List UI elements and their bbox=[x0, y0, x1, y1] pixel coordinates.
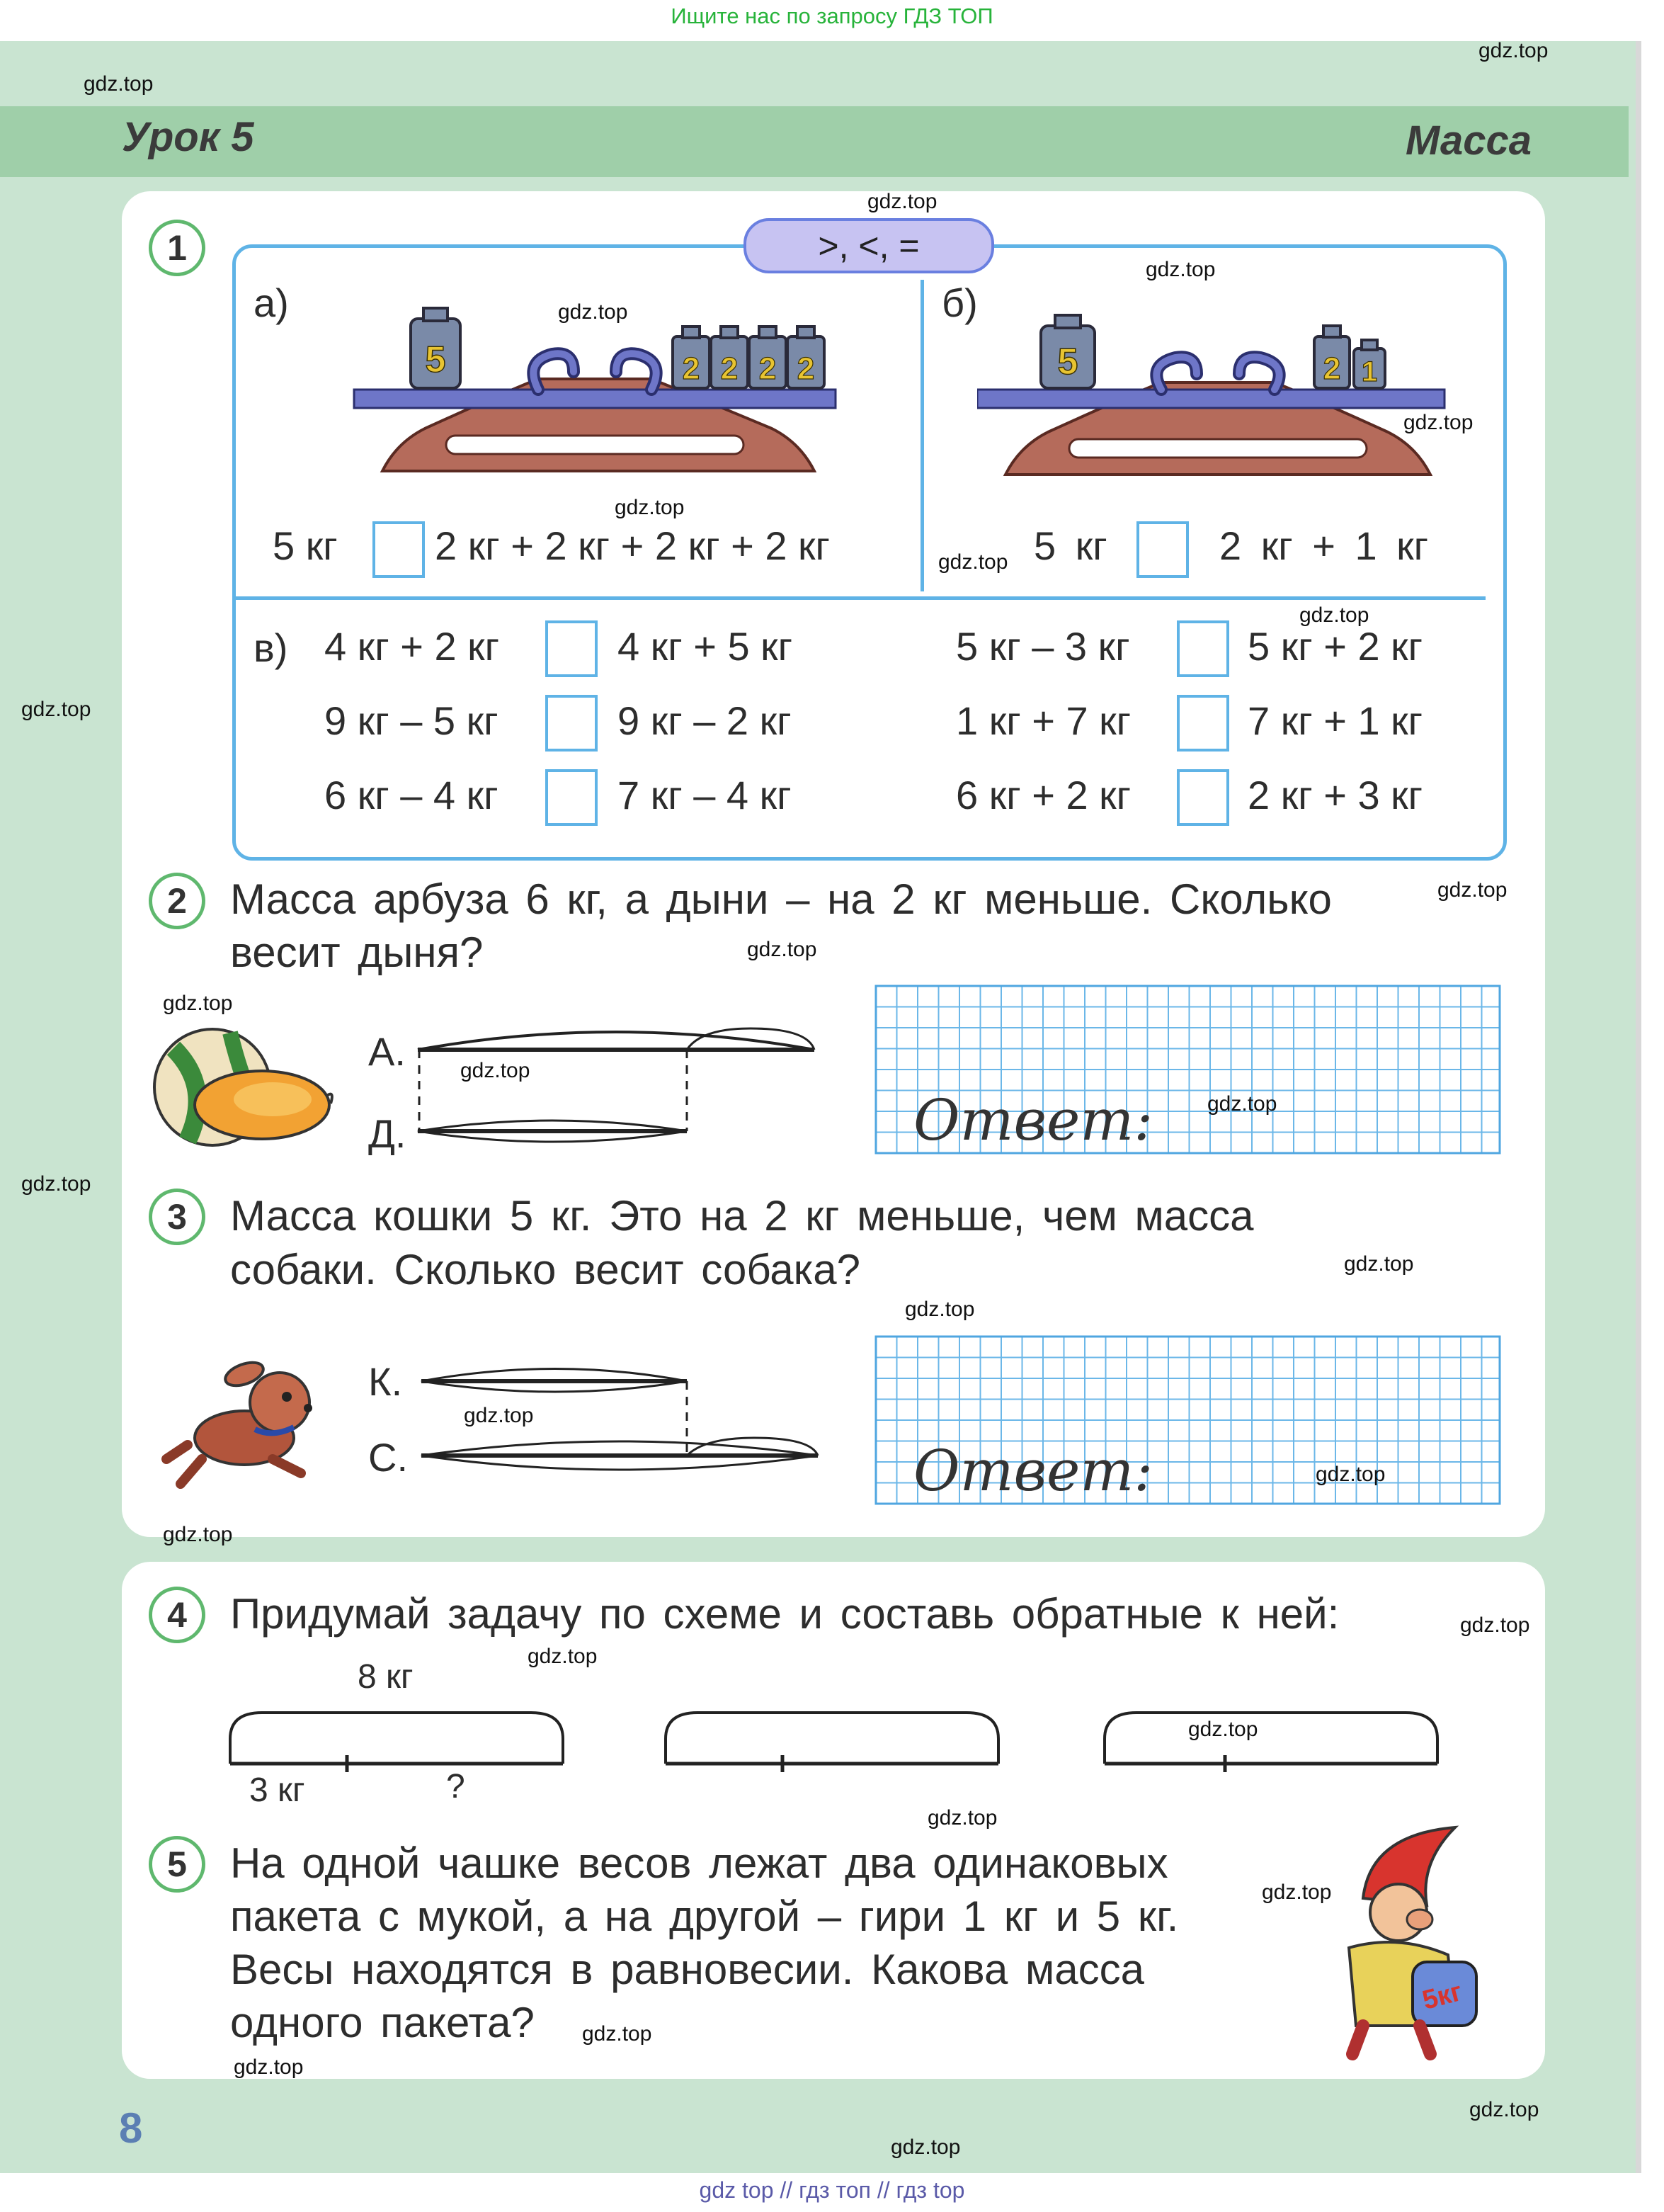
svg-text:2: 2 bbox=[758, 351, 777, 386]
footer-links[interactable]: gdz top // гдз топ // гдз top bbox=[699, 2177, 965, 2203]
comparison-signs-badge: >, <, = bbox=[743, 218, 994, 273]
watermark: gdz.top bbox=[464, 1404, 534, 1427]
svg-text:2: 2 bbox=[720, 351, 739, 386]
task-5-number: 5 bbox=[149, 1836, 205, 1893]
task-1-vertical-divider bbox=[921, 280, 924, 591]
gnome-weight-label: 5кг bbox=[1419, 1976, 1466, 2016]
v-row2-right-b: 7 кг + 1 кг bbox=[1248, 698, 1423, 743]
watermark: gdz.top bbox=[1207, 1092, 1277, 1116]
weight-a-left: 5 bbox=[425, 339, 446, 380]
gnome-with-weight-illustration bbox=[1313, 1820, 1505, 2061]
watermark: gdz.top bbox=[1437, 878, 1508, 902]
weights-a-right bbox=[673, 327, 824, 388]
watermark: gdz.top bbox=[615, 496, 685, 519]
v-row2-left-a: 9 кг – 5 кг bbox=[324, 698, 498, 743]
watermark: gdz.top bbox=[1146, 258, 1216, 281]
task-3-text-line2: собаки. Сколько весит собака? bbox=[230, 1246, 860, 1293]
task-5-line1: На одной чашке весов лежат два одинаковых bbox=[230, 1839, 1168, 1887]
v-row2-box-a[interactable] bbox=[545, 695, 598, 751]
watermark: gdz.top bbox=[1188, 1718, 1258, 1741]
watermark: gdz.top bbox=[460, 1059, 530, 1082]
balance-scale-b bbox=[977, 312, 1459, 489]
v-row2-right-a: 9 кг – 2 кг bbox=[617, 698, 792, 743]
watermark: gdz.top bbox=[1469, 2098, 1539, 2121]
watermark: gdz.top bbox=[1460, 1613, 1530, 1637]
v-row2-left-b: 1 кг + 7 кг bbox=[956, 698, 1132, 743]
melon-watermelon-illustration bbox=[145, 1020, 336, 1147]
task-4-part-1-label: 3 кг bbox=[249, 1771, 305, 1809]
task-4-scheme-3 bbox=[1101, 1700, 1441, 1778]
weight-b-right-2: 1 bbox=[1361, 356, 1378, 387]
watermark: gdz.top bbox=[582, 2022, 652, 2046]
part-a-left-expr: 5 кг bbox=[273, 523, 338, 568]
watermark: gdz.top bbox=[1403, 411, 1474, 434]
task-3-answer-label: Ответ: bbox=[913, 1438, 1153, 1504]
part-v-label: в) bbox=[253, 625, 288, 670]
part-b-left-expr: 5 кг bbox=[1034, 523, 1107, 568]
v-row3-box-a[interactable] bbox=[545, 769, 598, 826]
task-4-part-2-label: ? bbox=[446, 1768, 465, 1805]
v-row1-right-b: 5 кг + 2 кг bbox=[1248, 624, 1423, 669]
task-4-total-label: 8 кг bbox=[358, 1658, 414, 1696]
watermark: gdz.top bbox=[234, 2055, 304, 2079]
topic-title: Масса bbox=[1406, 118, 1532, 164]
watermark: gdz.top bbox=[928, 1806, 998, 1830]
watermark: gdz.top bbox=[747, 938, 817, 961]
watermark: gdz.top bbox=[528, 1645, 598, 1668]
task-2-segment-diagram bbox=[411, 1014, 821, 1156]
task-5-line4: одного пакета? bbox=[230, 1999, 535, 2046]
page-number: 8 bbox=[119, 2104, 143, 2152]
v-row3-right-b: 2 кг + 3 кг bbox=[1248, 773, 1423, 817]
task-3-label-k: К. bbox=[368, 1359, 403, 1404]
task-2-label-a: А. bbox=[368, 1029, 406, 1074]
v-row3-box-b[interactable] bbox=[1177, 769, 1229, 826]
task-4-number: 4 bbox=[149, 1587, 205, 1643]
watermark: gdz.top bbox=[867, 190, 938, 213]
task-5-line2: пакета с мукой, а на другой – гири 1 кг и 5 кг. bbox=[230, 1893, 1179, 1940]
watermark: gdz.top bbox=[21, 698, 91, 721]
watermark: gdz.top bbox=[163, 1523, 233, 1546]
v-row3-left-b: 6 кг + 2 кг bbox=[956, 773, 1132, 817]
task-3-label-s: С. bbox=[368, 1435, 408, 1480]
task-3-text-line1: Масса кошки 5 кг. Это на 2 кг меньше, чем масса bbox=[230, 1192, 1254, 1240]
watermark: gdz.top bbox=[1262, 1881, 1332, 1904]
watermark: gdz.top bbox=[1316, 1463, 1386, 1486]
watermark: gdz.top bbox=[1344, 1252, 1414, 1276]
part-a-label: а) bbox=[253, 280, 289, 325]
weight-b-right-1: 2 bbox=[1323, 351, 1341, 386]
task-4-scheme-1 bbox=[227, 1700, 566, 1778]
part-b-answer-box[interactable] bbox=[1136, 521, 1189, 578]
watermark: gdz.top bbox=[21, 1172, 91, 1196]
weight-b-left: 5 bbox=[1057, 341, 1078, 382]
task-5-line3: Весы находятся в равновесии. Какова масса bbox=[230, 1946, 1144, 1993]
watermark: gdz.top bbox=[1478, 39, 1549, 62]
part-a-answer-box[interactable] bbox=[372, 521, 425, 578]
v-row3-right-a: 7 кг – 4 кг bbox=[617, 773, 792, 817]
watermark: gdz.top bbox=[163, 992, 233, 1015]
svg-text:2: 2 bbox=[682, 351, 700, 386]
part-a-right-expr: 2 кг + 2 кг + 2 кг + 2 кг bbox=[435, 523, 830, 568]
watermark: gdz.top bbox=[938, 550, 1008, 574]
task-2-label-d: Д. bbox=[368, 1111, 406, 1156]
task-4-text: Придумай задачу по схеме и составь обратные к ней: bbox=[230, 1590, 1340, 1638]
task-1-horizontal-divider bbox=[236, 596, 1486, 600]
dog-illustration bbox=[159, 1339, 336, 1494]
v-row1-right-a: 4 кг + 5 кг bbox=[617, 624, 793, 669]
watermark: gdz.top bbox=[558, 300, 628, 324]
lesson-title: Урок 5 bbox=[122, 114, 254, 160]
search-banner: Ищите нас по запросу ГДЗ ТОП bbox=[671, 4, 993, 28]
v-row1-box-a[interactable] bbox=[545, 620, 598, 677]
task-2-answer-label: Ответ: bbox=[913, 1087, 1153, 1153]
v-row2-box-b[interactable] bbox=[1177, 695, 1229, 751]
v-row1-box-b[interactable] bbox=[1177, 620, 1229, 677]
task-4-scheme-2 bbox=[662, 1700, 1002, 1778]
v-row3-left-a: 6 кг – 4 кг bbox=[324, 773, 498, 817]
task-1-number: 1 bbox=[149, 220, 205, 276]
watermark: gdz.top bbox=[891, 2136, 961, 2159]
task-2-text-line1: Масса арбуза 6 кг, а дыни – на 2 кг меньше. Сколько bbox=[230, 875, 1332, 923]
task-2-text-line2: весит дыня? bbox=[230, 929, 484, 976]
task-2-number: 2 bbox=[149, 873, 205, 929]
part-b-label: б) bbox=[942, 280, 978, 325]
svg-text:2: 2 bbox=[797, 351, 815, 386]
v-row1-left-a: 4 кг + 2 кг bbox=[324, 624, 500, 669]
watermark: gdz.top bbox=[84, 72, 154, 96]
v-row1-left-b: 5 кг – 3 кг bbox=[956, 624, 1130, 669]
watermark: gdz.top bbox=[1299, 603, 1369, 627]
task-3-number: 3 bbox=[149, 1189, 205, 1245]
watermark: gdz.top bbox=[905, 1298, 975, 1321]
part-b-right-expr: 2 кг + 1 кг bbox=[1219, 523, 1429, 568]
